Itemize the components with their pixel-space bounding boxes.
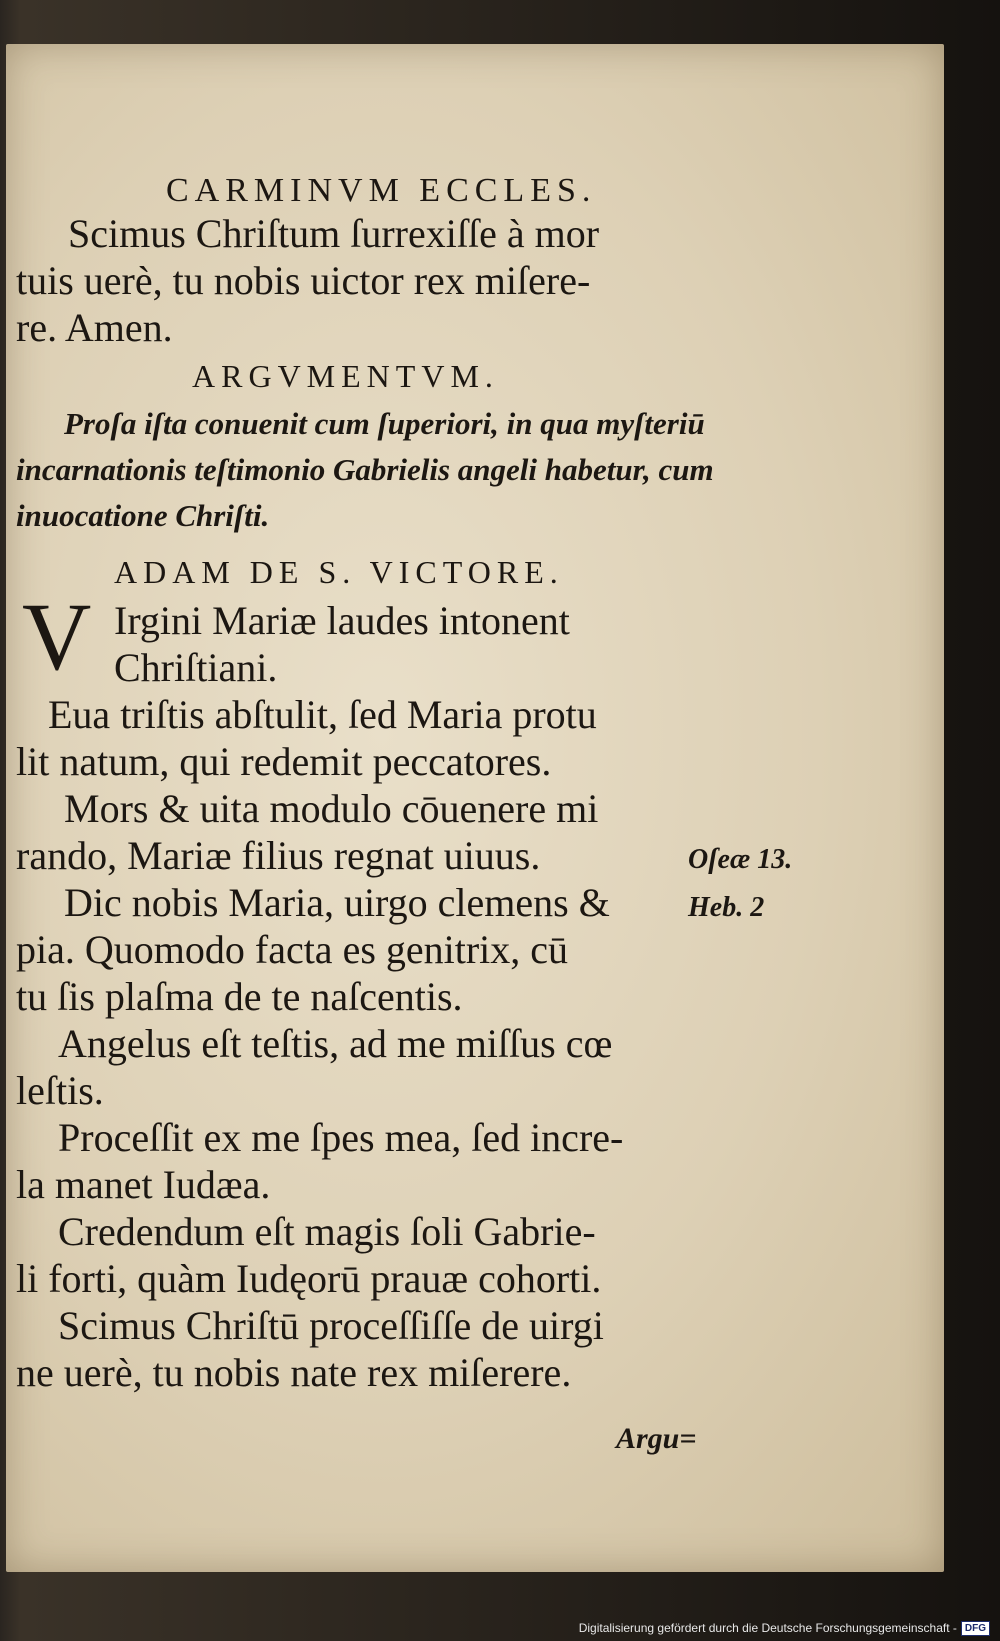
author-heading: ADAM DE S. VICTORE. [114,554,564,590]
text-line: Credendum eſt magis ſoli Gabrie- [58,1209,596,1254]
text-line: tu ſis plaſma de te naſcentis. [16,974,463,1019]
text-line: Dic nobis Maria, uirgo clemens & [64,880,610,925]
catchword: Argu= [616,1422,697,1455]
text-line: li forti, quàm Iudęorū prauæ cohorti. [16,1256,602,1301]
drop-cap-paragraph [16,583,756,691]
drop-cap: V [22,583,92,690]
text-line: lit natum, qui redemit peccatores. [16,739,552,784]
text-line: Mors & uita modulo cōuenere mi [64,786,599,831]
text-line: re. Amen. [16,305,173,350]
dfg-logo: DFG [961,1621,990,1636]
text-line: Eua triſtis abſtulit, ſed Maria protu [48,692,597,737]
text-line: Chriſtiani. [114,645,278,690]
text-line: leſtis. [16,1068,104,1113]
digitization-footer [579,1619,990,1637]
margin-note: Oſeæ 13. [688,844,793,875]
text-block [16,172,756,1396]
drop-cap-lines [114,597,570,691]
text-line: la manet Iudæa. [16,1162,271,1207]
book-page [6,44,944,1572]
text-line: Proceſſit ex me ſpes mea, ſed incre- [58,1115,624,1160]
text-line: Scimus Chriſtū proceſſiſſe de uirgi [58,1303,604,1348]
argumentum-heading: ARGVMENTVM. [192,358,499,394]
text-line: Angelus eſt teſtis, ad me miſſus cœ [58,1021,613,1066]
text-line: rando, Mariæ filius regnat uiuus. [16,833,541,878]
margin-note: Heb. 2 [688,892,765,923]
argumentum-line: Proſa iſta conuenit cum ſuperiori, in qua myſteriū [64,406,705,441]
text-line: ne uerè, tu nobis nate rex miſerere. [16,1350,572,1395]
text-line: Irgini Mariæ laudes intonent [114,598,570,643]
text-line: Scimus Chriſtum ſurrexiſſe à mor [68,211,600,256]
footer-text: Digitalisierung gefördert durch die Deutsche Forschungsgemeinschaft - [578,1621,957,1635]
argumentum-line: inuocatione Chriſti. [16,498,270,533]
text-line: tuis uerè, tu nobis uictor rex miſere- [16,258,591,303]
running-head: CARMINVM ECCLES. [166,172,597,209]
text-line: pia. Quomodo facta es genitrix, cū [16,927,569,972]
argumentum-line: incarnationis teſtimonio Gabrielis angeli habetur, cum [16,452,714,487]
